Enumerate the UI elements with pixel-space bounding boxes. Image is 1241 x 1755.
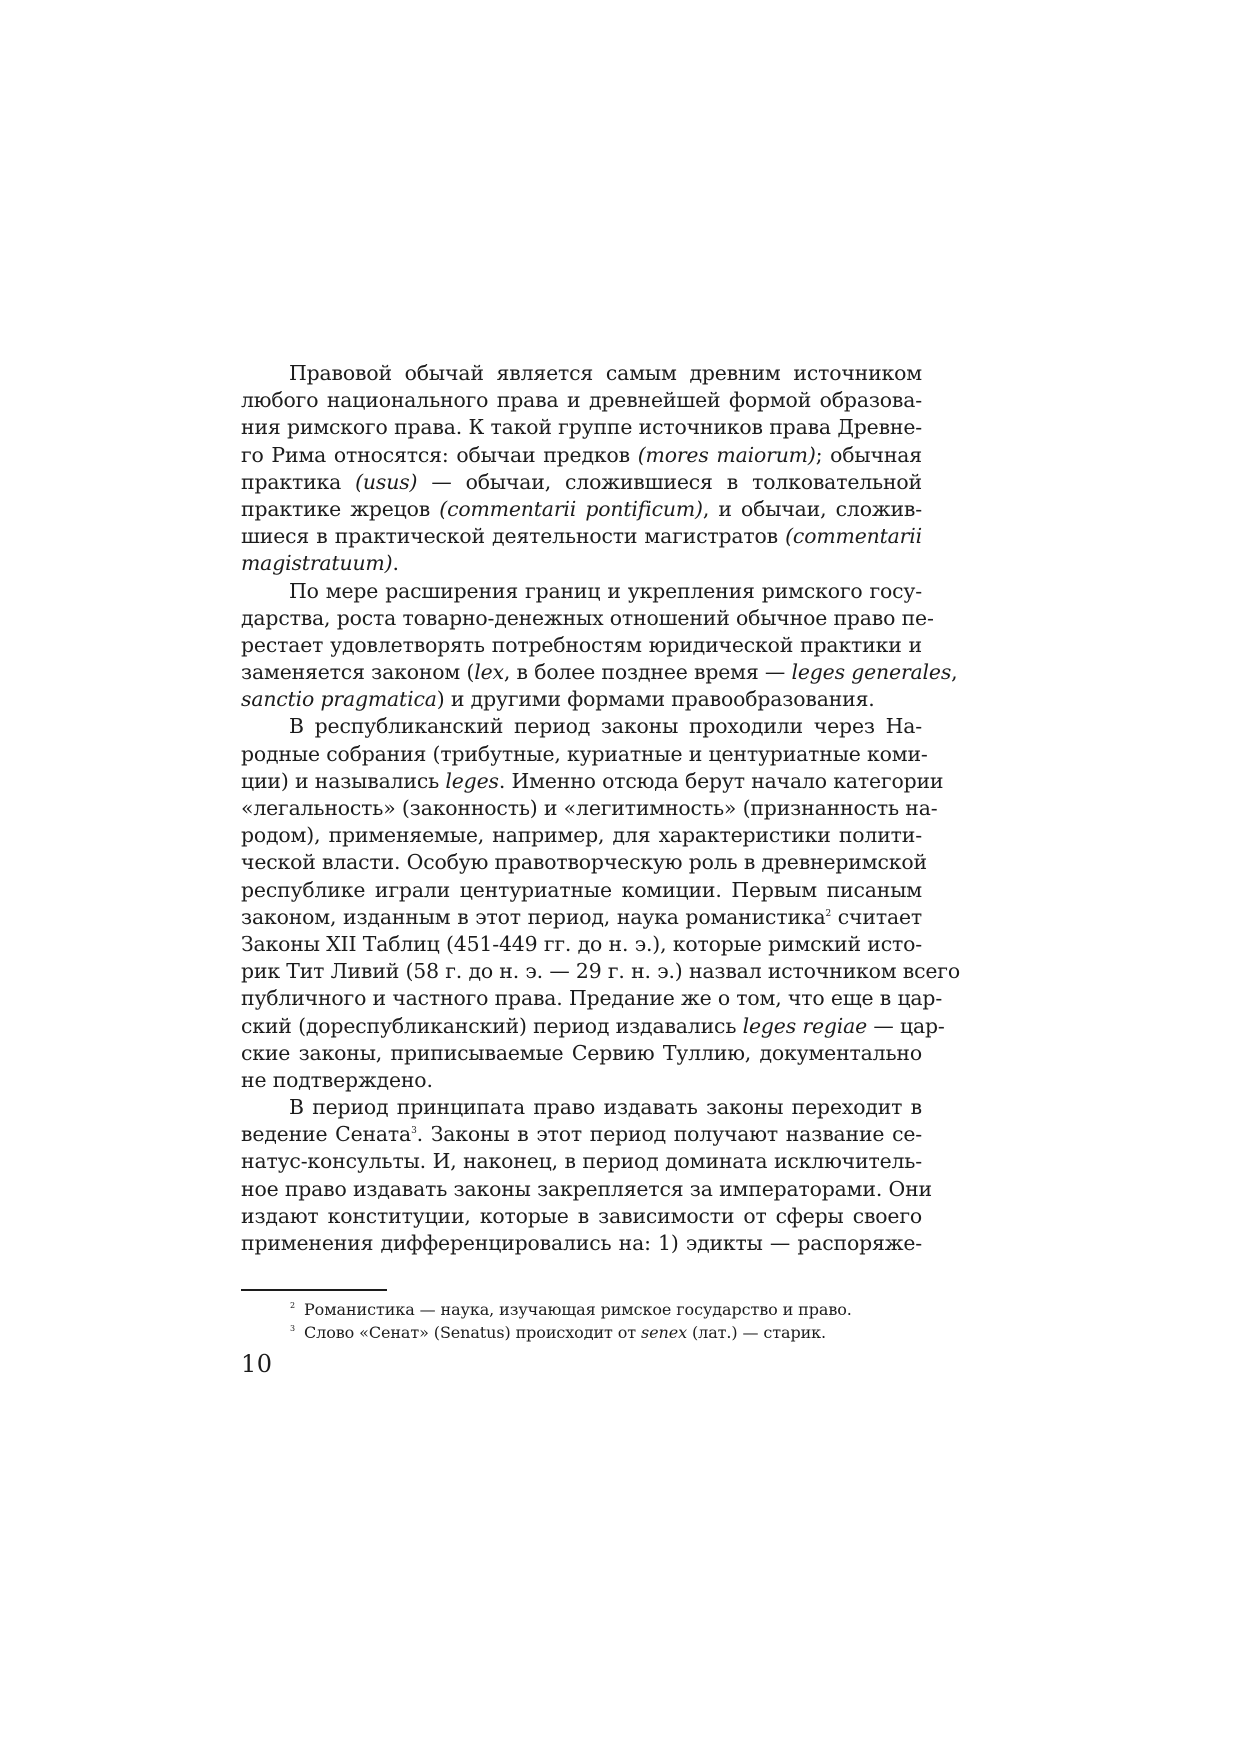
text-line: ведение Сената$^3$. Законы в этот период получают название се- <box>241 1122 922 1147</box>
main-text <box>241 360 960 1257</box>
text-line: Правовой обычай является самым древним источником <box>289 361 922 385</box>
footnote-3 <box>290 1321 930 1344</box>
text-line: По мере расширения границ и укрепления римского госу- <box>289 578 922 603</box>
text-line: Законы XII Таблиц (451-449 гг. до н. э.), которые римский исто- <box>241 931 922 956</box>
text-line: заменяется законом (lex, в более позднее время — leges generales, <box>241 660 958 685</box>
text-line: ский (дореспубликанский) период издавались leges regiae — цар- <box>241 1013 945 1038</box>
footnote-text: Романистика — наука, изучающая римское государство и право. <box>304 1300 852 1319</box>
text-line: ские законы, приписываемые Сервию Туллию, документально <box>241 1040 922 1065</box>
text-line: ния римского права. К такой группе источников права Древне- <box>241 415 922 440</box>
text-line: го Рима относятся: обычаи предков (mores maiorum); обычная <box>241 442 922 467</box>
footnote-marker: 3 <box>290 1324 295 1333</box>
footnote-text: Слово «Сенат» (Senatus) происходит от <box>304 1323 642 1342</box>
text-line: magistratuum). <box>241 551 399 576</box>
text-line: практика (usus) — обычаи, сложившиеся в толковательной <box>241 469 922 494</box>
paragraph-1 <box>241 360 922 578</box>
text-line: ное право издавать законы закрепляется за императорами. Они <box>241 1176 932 1201</box>
text-line: шиеся в практической деятельности магистратов (commentarii <box>241 524 922 549</box>
footnote-marker: 2 <box>290 1301 295 1310</box>
footnotes <box>290 1298 930 1344</box>
paragraph-3 <box>241 713 960 1094</box>
text-line: применения дифференцировались на: 1) эдикты — распоряже- <box>241 1231 922 1255</box>
footnote-text: (лат.) — старик. <box>687 1323 827 1342</box>
text-line: публичного и частного права. Предание же о том, что еще в цар- <box>241 986 943 1011</box>
footnote-italic-term: senex <box>641 1323 688 1342</box>
text-line: В республиканский период законы проходили через На- <box>289 714 922 739</box>
page-number: 10 <box>241 1350 273 1378</box>
text-line: ческой власти. Особую правотворческую роль в древнеримской <box>241 850 927 875</box>
text-line: законом, изданным в этот период, наука романистика$^2$ считает <box>241 904 922 929</box>
text-line: натус-консульты. И, наконец, в период домината исключитель- <box>241 1149 922 1174</box>
text-line: республике играли центуриатные комиции. Первым писаным <box>241 877 922 902</box>
text-line: не подтверждено. <box>241 1067 433 1092</box>
text-line: родом), применяемые, например, для характеристики полити- <box>241 823 922 848</box>
text-line: рик Тит Ливий (58 г. до н. э. — 29 г. н. э.) назвал источником всего <box>241 959 960 984</box>
text-line: практике жрецов (commentarii pontificum), и обычаи, сложив- <box>241 496 922 521</box>
paragraph-2 <box>241 578 958 714</box>
text-line: В период принципата право издавать законы переходит в <box>289 1095 922 1120</box>
text-line: sanctio pragmatica) и другими формами правообразования. <box>241 687 875 712</box>
footnote-divider <box>241 1289 387 1291</box>
footnote-2 <box>290 1298 930 1321</box>
text-line: издают конституции, которые в зависимости от сферы своего <box>241 1203 922 1228</box>
footnote-ref-3[interactable]: 3 <box>411 1126 417 1137</box>
text-line: ции) и назывались leges. Именно отсюда берут начало категории <box>241 768 944 793</box>
text-line: любого национального права и древнейшей формой образова- <box>241 388 922 413</box>
text-line: дарства, роста товарно-денежных отношений обычное право пе- <box>241 605 934 630</box>
paragraph-4 <box>241 1094 932 1257</box>
text-line: родные собрания (трибутные, куриатные и центуриатные коми- <box>241 741 928 766</box>
text-line: «легальность» (законность) и «легитимность» (признанность на- <box>241 796 938 820</box>
footnote-ref-2[interactable]: 2 <box>825 908 832 919</box>
text-line: рестает удовлетворять потребностям юридической практики и <box>241 632 922 657</box>
